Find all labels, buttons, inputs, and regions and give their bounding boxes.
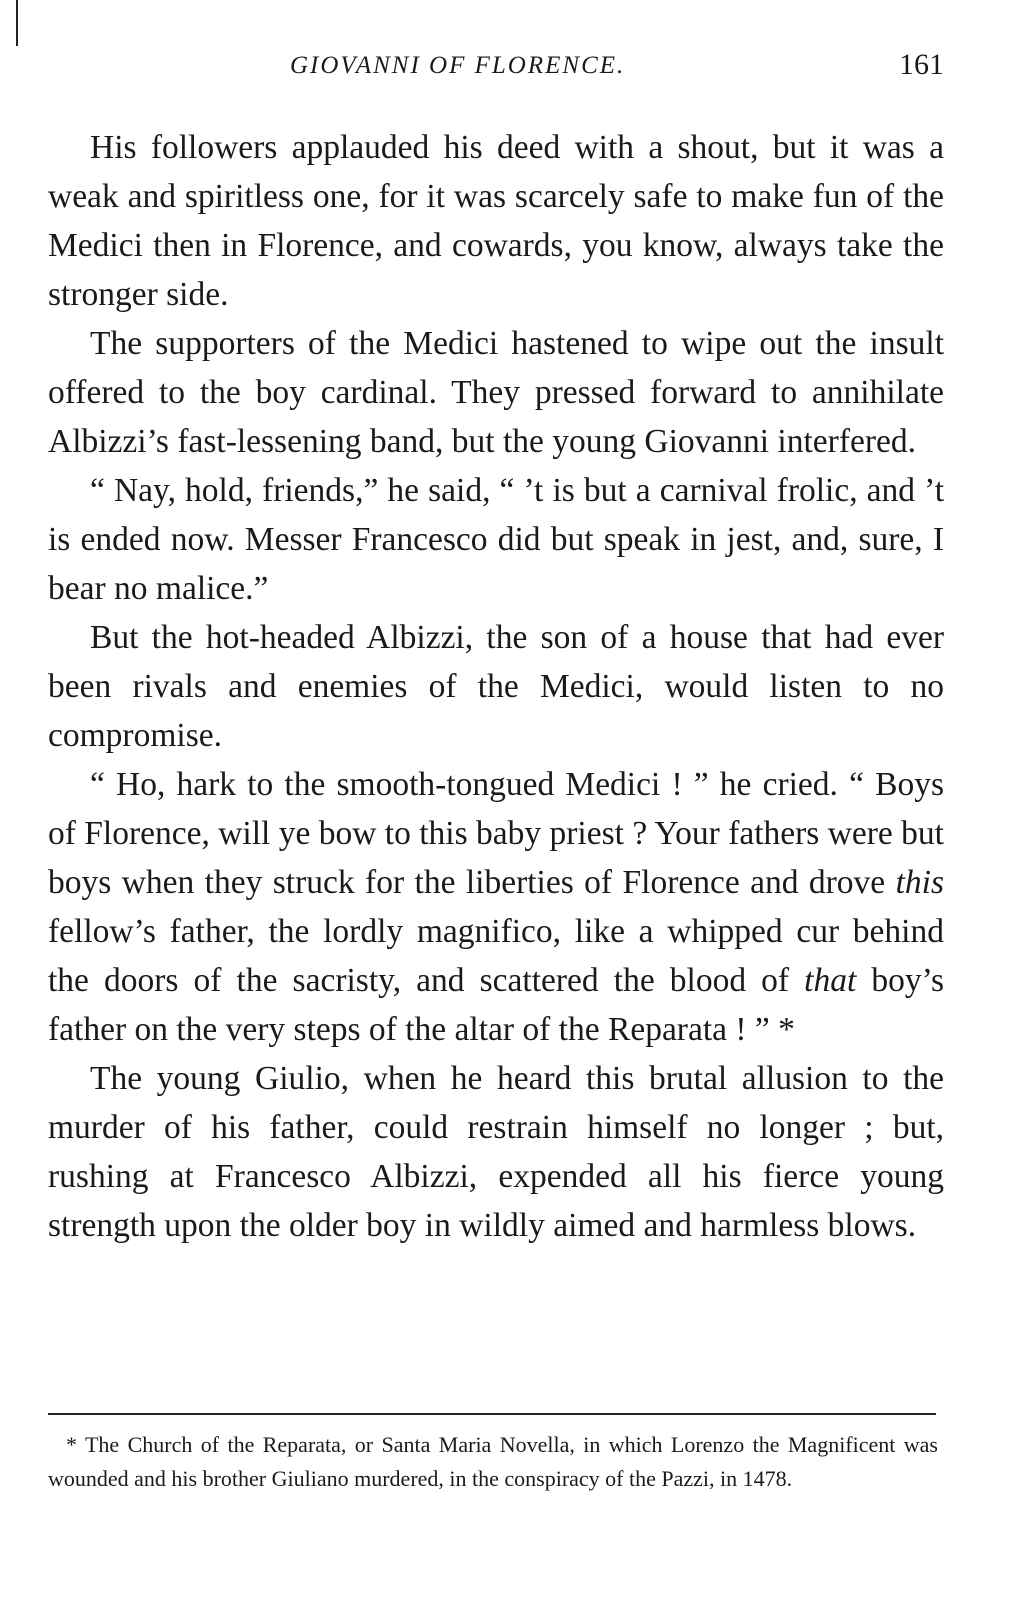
paragraph bbox=[48, 613, 944, 760]
paragraph bbox=[48, 466, 944, 613]
text-run: boy’s father on the very steps of the altar of the Reparata ! ” * bbox=[48, 962, 944, 1048]
paragraph bbox=[48, 319, 944, 466]
page-header bbox=[0, 48, 1014, 92]
italic-word: this bbox=[895, 864, 944, 901]
footnote-rule bbox=[48, 1413, 936, 1415]
body-text bbox=[48, 123, 944, 1250]
page-number: 161 bbox=[899, 48, 944, 81]
footnote bbox=[48, 1428, 938, 1496]
text-run: But the hot-headed Albizzi, the son of a house that had ever been rivals and enemies of the Medici, would listen to no compromise. bbox=[48, 619, 944, 754]
footnote-text: * The Church of the Reparata, or Santa Maria Novella, in which Lorenzo the Magnificent was wounded and his brother Giuliano murdered, in the conspiracy of the Pazzi, in 1478. bbox=[48, 1432, 938, 1491]
paragraph bbox=[48, 123, 944, 319]
running-title: GIOVANNI OF FLORENCE. bbox=[290, 52, 626, 79]
text-run: The young Giulio, when he heard this brutal allusion to the murder of his father, could restrain himself no longer ; but, rushing at Francesco Albizzi, expended all his fierce young strength upon the older boy in wildly aimed and harmless blows. bbox=[48, 1060, 944, 1244]
text-run: “ Ho, hark to the smooth-tongued Medici ! ” he cried. “ Boys of Florence, will ye bow to this baby priest ? Your fathers were but boys when they struck for the liberties of Florence and drove bbox=[48, 766, 944, 901]
text-run: “ Nay, hold, friends,” he said, “ ’t is but a carnival frolic, and ’t is ended now. Messer Francesco did but speak in jest, and, sure, I bear no malice.” bbox=[48, 472, 944, 607]
text-run: His followers applauded his deed with a shout, but it was a weak and spiritless one, for it was scarcely safe to make fun of the Medici then in Florence, and cowards, you know, always take the stronger side. bbox=[48, 129, 944, 313]
text-run: fellow’s father, the lordly magnifico, like a whipped cur behind the doors of the sacristy, and scattered the blood of bbox=[48, 913, 944, 999]
page-edge-mark bbox=[16, 0, 18, 46]
italic-word: that bbox=[804, 962, 857, 999]
paragraph bbox=[48, 760, 944, 1054]
text-run: The supporters of the Medici hastened to wipe out the insult offered to the boy cardinal. They pressed forward to annihilate Albizzi’s fast-lessening band, but the young Giovanni interfered. bbox=[48, 325, 944, 460]
paragraph bbox=[48, 1054, 944, 1250]
